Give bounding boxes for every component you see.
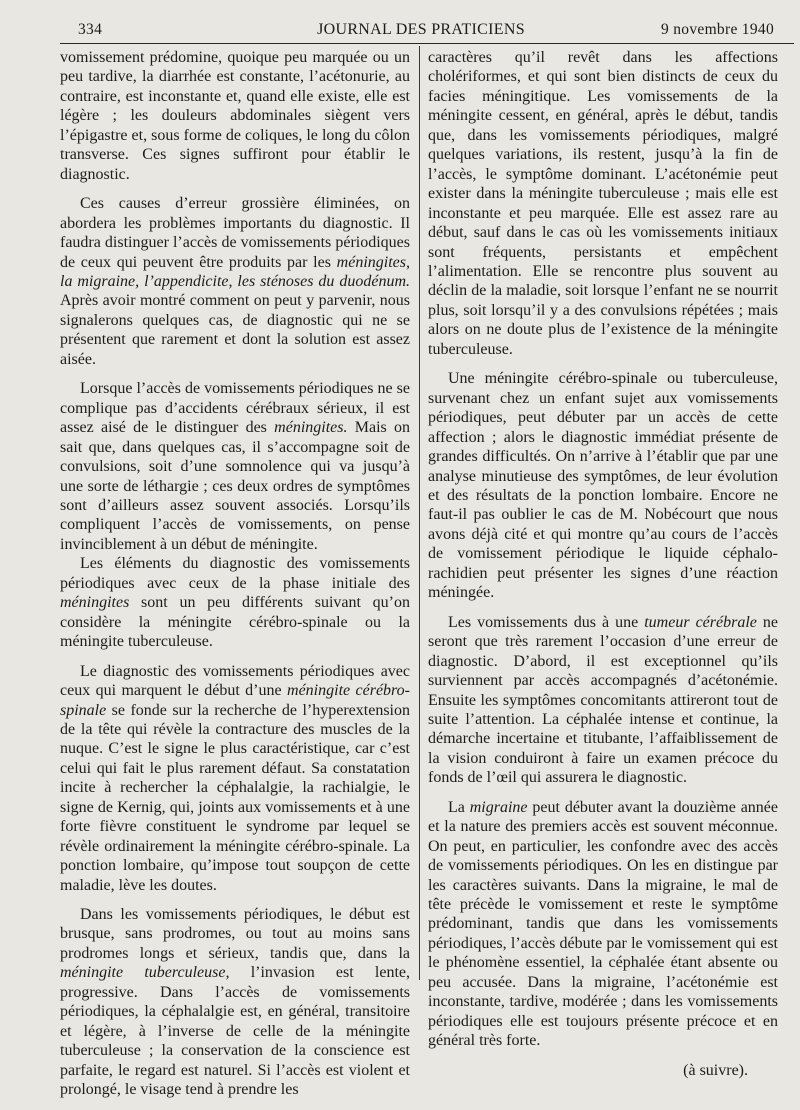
paragraph: vomissement prédomine, quoique peu marquée ou un peu tardive, la diarrhée est constante, l’acétonurie, au contraire, est inconstante et, quand elle existe, elle est légère ; les douleurs abdominales siègent vers l’épigastre et, sous forme de coliques, le long du côlon transverse. Ces signes suffiront pour établir le diagnostic. — [60, 49, 410, 183]
paragraph: Les vomissements dus à une tumeur cérébrale ne seront que très rarement l’occasion d’une erreur de diagnostic. D’abord, il est exceptionnel qu’ils surviennent par accès accompagnés d’acétonémie. Ensuite les symptômes concomitants attireront tout de suite l’attention. La céphalée intense et continue, la démarche incertaine et titubante, l’affaiblissement de la vision conduiront à faire un examen précoce du fonds de l’œil qui assurera le diagnostic. — [428, 613, 778, 787]
paragraph: caractères qu’il revêt dans les affections cholériformes, et qui sont bien distincts de ceux du facies méningitique. Les vomissements de la méningite cessent, en général, après le début, tandis que, dans les vomissements périodiques, malgré quelques variations, ils restent, jusqu’à la fin de l’accès, le symptôme dominant. L’acétonémie peut exister dans la méningite tuberculeuse ; mais elle est inconstante et peu marquée. Elle est assez rare au début, sauf dans le cas où les vomissements initiaux sont fréquents, persistants et empêchent l’alimentation. Elle se rencontre plus souvent au déclin de la maladie, soit lorsque l’enfant ne se nourrit plus, soit lorsqu’il y a des convulsions répétées ; mais alors on ne doute plus de l’existence de la méningite tuberculeuse. — [428, 49, 778, 358]
column-divider — [419, 46, 420, 980]
header-rule — [60, 43, 794, 44]
issue-date: 9 novembre 1940 — [661, 21, 774, 38]
page-header — [60, 18, 782, 42]
paragraph: Une méningite cérébro-spinale ou tuberculeuse, survenant chez un enfant sujet aux vomissements périodiques, peut débuter par un accès de cette affection ; alors le diagnostic immédiat présente de grandes difficultés. On n’arrive à l’établir que par une analyse minutieuse des symptômes, de leur évolution et des résultats de la ponction lombaire. Encore ne faut-il pas oublier le cas de M. Nobécourt que nous avons déjà cité et qui montre qu’au cours de l’accès de vomissement périodique le liquide céphalo-rachidien peut présenter les signes d’une réaction méningée. — [428, 370, 778, 602]
journal-title: JOURNAL DES PRATICIENS — [317, 21, 525, 38]
right-column — [428, 48, 778, 1090]
to-be-continued: (à suivre). — [683, 1061, 748, 1079]
paragraph: Ces causes d’erreur grossière éliminées, on abordera les problèmes importants du diagnostic. Il faudra distinguer l’accès de vomissements périodiques de ceux qui peuvent être produits par les méningites, la migraine, l’appendicite, les sténoses du duodénum. Après avoir montré comment on peut y parvenir, nous signalerons quelques cas, de diagnostic qui ne se présentent que rarement et dont la solution est assez aisée. — [60, 195, 410, 368]
paragraph: Le diagnostic des vomissements périodiques avec ceux qui marquent le début d’une méningite cérébro-spinale se fonde sur la recherche de l’hyperextension de la tête qui révèle la contracture des muscles de la nuque. C’est le signe le plus caractéristique, car c’est celui qui fait le plus rarement défaut. Sa constatation incite à rechercher la céphalalgie, la rachialgie, le signe de Kernig, qui, joints aux vomissements et à une forte fièvre constituent le syndrome par lequel se révèle ordinairement la méningite cérébro-spinale. La ponction lombaire, qu’impose tout soupçon de cette maladie, lève les doutes. — [60, 662, 411, 894]
paragraph: Lorsque l’accès de vomissements périodiques ne se complique pas d’accidents cérébraux sérieux, il est assez aisé de le distinguer des méningites. Mais on sait que, dans quelques cas, il s’accompagne soit de convulsions, soit d’une somnolence qui va jusqu’à une sorte de léthargie ; ces deux ordres de symptômes sont d’ailleurs assez souvent associés. Lorsqu’ils compliquent l’accès de vomissements, on pense invinciblement à un début de méningite. — [60, 380, 410, 553]
left-column — [60, 48, 410, 1110]
paragraph: Les éléments du diagnostic des vomissements périodiques avec ceux de la phase initiale des méningites sont un peu différents suivant qu’on considère la méningite cérébro-spinale ou la méningite tuberculeuse. — [60, 555, 410, 651]
paragraph: La migraine peut débuter avant la douzième année et la nature des premiers accès est souvent méconnue. On peut, en particulier, les confondre avec des accès de vomissements périodiques. On les en distingue par les caractères suivants. Dans la migraine, le mal de tête précède le vomissement et reste le symptôme prédominant, tandis que dans les vomissements périodiques, l’accès débute par le vomissement qui est le phénomène essentiel, la céphalée étant absente ou peu accusée. Dans la migraine, l’acétonémie est inconstante, tardive, modérée ; dans les vomissements périodiques elle est toujours présente précoce et en général très forte. — [428, 798, 778, 1050]
paragraph: Dans les vomissements périodiques, le début est brusque, sans prodromes, ou tout au moins sans prodromes longs et sérieux, tandis que, dans la méningite tuberculeuse, l’invasion est lente, progressive. Dans l’accès de vomissements périodiques, la céphalalgie est, en général, transitoire et légère, à l’inverse de celle de la méningite tuberculeuse ; la conservation de la conscience est parfaite, le regard est naturel. Si l’accès est violent et prolongé, le visage tend à prendre les — [60, 906, 411, 1099]
page-number: 334 — [78, 21, 103, 38]
